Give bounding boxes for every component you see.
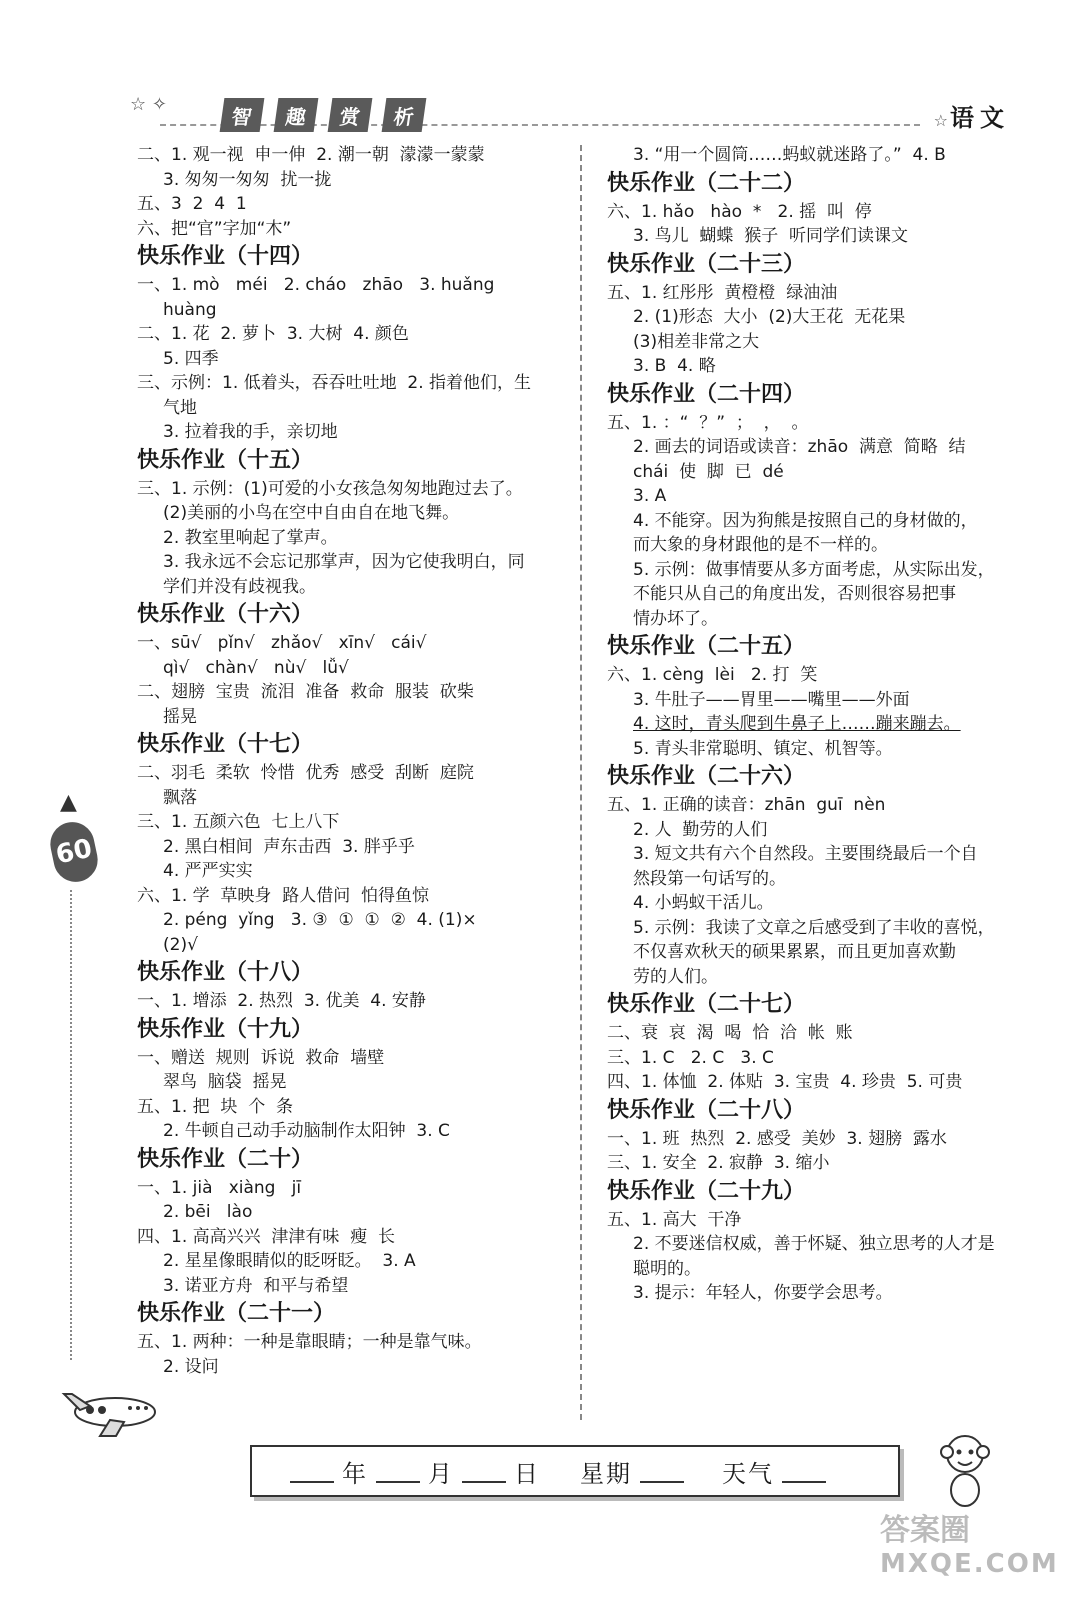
section-heading: 快乐作业（十八） bbox=[137, 960, 314, 985]
weekday-blank[interactable] bbox=[640, 1459, 684, 1483]
answer-line: 气地 bbox=[163, 397, 197, 418]
column-divider bbox=[580, 145, 582, 1420]
section-heading: 快乐作业（二十六） bbox=[607, 764, 806, 789]
answer-line: 4. 小蚂蚁干活儿。 bbox=[633, 893, 774, 913]
answer-line: huàng bbox=[163, 299, 217, 320]
section-heading: 快乐作业（二十二） bbox=[607, 170, 806, 196]
header-tile: 赏 bbox=[328, 98, 373, 132]
answer-line: 不仅喜欢秋天的硕果累累，而且更加喜欢勤 bbox=[633, 942, 956, 962]
section-heading: 快乐作业（十五） bbox=[137, 447, 314, 473]
page-header bbox=[120, 90, 1010, 140]
section-heading: 快乐作业（二十三） bbox=[607, 251, 806, 277]
date-weather-bar bbox=[250, 1445, 900, 1497]
section-heading: 快乐作业（二十五） bbox=[607, 634, 806, 659]
page-number-text: 60 bbox=[53, 833, 95, 871]
answer-line: 四、1. 高高兴兴 津津有味 瘦 长 bbox=[137, 1226, 396, 1247]
answer-line: 聪明的。 bbox=[633, 1258, 701, 1279]
star-icon: ☆ bbox=[933, 111, 948, 130]
section-heading: 快乐作业（二十九） bbox=[607, 1178, 806, 1204]
answer-line: 4. 严严实实 bbox=[163, 861, 253, 881]
answer-line: 3. 鸟儿 蝴蝶 猴子 听同学们读课文 bbox=[633, 226, 909, 246]
answer-line: 5. 示例：做事情要从多方面考虑，从实际出发， bbox=[633, 559, 995, 580]
header-tile: 智 bbox=[220, 98, 265, 132]
answer-line: 3. 拉着我的手，亲切地 bbox=[163, 422, 338, 442]
answer-line: 2. 牛顿自己动手动脑制作太阳钟 3. C bbox=[163, 1121, 450, 1141]
section-heading: 快乐作业（二十一） bbox=[137, 1301, 336, 1326]
subject-label bbox=[934, 98, 1010, 133]
answer-line: 4. 不能穿。因为狗熊是按照自己的身材做的， bbox=[633, 510, 978, 531]
answer-line: 5. 青头非常聪明、镇定、机智等。 bbox=[633, 738, 893, 759]
answer-line: 2. péng yǐng 3. ③ ① ① ② 4. (1)× bbox=[163, 910, 477, 930]
answer-line: 五、1. 两种：一种是靠眼睛；一种是靠气味。 bbox=[137, 1332, 482, 1352]
answer-line: 劳的人们。 bbox=[633, 966, 718, 987]
weather-blank[interactable] bbox=[782, 1459, 826, 1483]
year-blank[interactable] bbox=[290, 1459, 334, 1483]
answer-line: chái 使 脚 已 dé bbox=[633, 461, 784, 482]
answer-line: 3. 提示：年轻人，你要学会思考。 bbox=[633, 1283, 893, 1303]
answer-line: 五、1. 把 块 个 条 bbox=[137, 1096, 294, 1117]
answer-line: 学们并没有歧视我。 bbox=[163, 576, 316, 597]
answer-line: 一、sū√ pǐn√ zhǎo√ xīn√ cái√ bbox=[137, 633, 427, 653]
answer-line: 2. 教室里响起了掌声。 bbox=[163, 527, 338, 548]
answer-line: 翠鸟 脑袋 摇晃 bbox=[163, 1072, 287, 1092]
answer-line: 飘落 bbox=[163, 787, 197, 808]
airplane-icon bbox=[60, 1380, 180, 1440]
section-heading: 快乐作业（二十七） bbox=[607, 992, 806, 1017]
answer-line: 2. 人 勤劳的人们 bbox=[633, 819, 768, 840]
section-heading: 快乐作业（十六） bbox=[137, 602, 314, 627]
answer-line: 而大象的身材跟他的是不一样的。 bbox=[633, 535, 888, 555]
answer-line: 摇晃 bbox=[163, 706, 197, 727]
answer-line: 三、1. 安全 2. 寂静 3. 缩小 bbox=[607, 1153, 830, 1173]
answer-line: 三、1. 五颜六色 七上八下 bbox=[137, 812, 340, 832]
answer-line: 三、1. C 2. C 3. C bbox=[607, 1047, 774, 1068]
answer-line: 5. 示例：我读了文章之后感受到了丰收的喜悦， bbox=[633, 917, 995, 938]
answer-line: 2. 星星像眼睛似的眨呀眨。 3. A bbox=[163, 1251, 416, 1271]
answer-line: 五、1. ：“ ？” ； ， 。 bbox=[607, 412, 809, 433]
right-answer-column bbox=[607, 143, 1027, 1306]
answer-line: 五、3 2 4 1 bbox=[137, 194, 247, 214]
answer-line: 3. “用一个圆筒……蚂蚁就迷路了。” 4. B bbox=[633, 145, 946, 165]
section-heading: 快乐作业（二十四） bbox=[607, 381, 806, 407]
subject-text: 语文 bbox=[950, 104, 1010, 132]
page-number bbox=[46, 818, 102, 886]
answer-line: (2)美丽的小鸟在空中自由自在地飞舞。 bbox=[163, 503, 460, 523]
answer-line: 二、1. 观一视 申一伸 2. 潮一朝 濛濛一蒙蒙 bbox=[137, 145, 485, 165]
answer-line: 3. 我永远不会忘记那掌声，因为它使我明白，同 bbox=[163, 552, 525, 572]
answer-line: 3. 牛肚子——胃里——嘴里——外面 bbox=[633, 689, 910, 710]
answer-line: 五、1. 高大 干净 bbox=[607, 1209, 742, 1230]
answer-line: 六、1. 学 草映身 路人借问 怕得鱼惊 bbox=[137, 885, 430, 906]
answer-line: qì√ chàn√ nù√ lǚ√ bbox=[163, 657, 349, 678]
month-blank[interactable] bbox=[376, 1459, 420, 1483]
year-label: 年 bbox=[342, 1459, 368, 1488]
answer-line: (3)相差非常之大 bbox=[633, 331, 760, 352]
answer-line: 3. 短文共有六个自然段。主要围绕最后一个自 bbox=[633, 844, 978, 864]
section-heading: 快乐作业（二十） bbox=[137, 1146, 314, 1172]
answer-line: 五、1. 正确的读音：zhān guī nèn bbox=[607, 795, 886, 815]
section-heading: 快乐作业（十四） bbox=[137, 244, 314, 269]
weather-label: 天气 bbox=[722, 1459, 774, 1488]
answer-line: 2. 黑白相间 声东击西 3. 胖乎乎 bbox=[163, 836, 415, 857]
star-decoration-icon: ☆ ✧ bbox=[130, 94, 167, 115]
answer-line: 3. 诺亚方舟 和平与希望 bbox=[163, 1275, 349, 1296]
section-heading: 快乐作业（十七） bbox=[137, 732, 314, 757]
answer-line: 2. 设问 bbox=[163, 1356, 219, 1377]
margin-dotted-line bbox=[70, 890, 72, 1360]
answer-line: 2. 画去的词语或读音：zhāo 满意 简略 结 bbox=[633, 437, 966, 457]
answer-line: 一、1. 增添 2. 热烈 3. 优美 4. 安静 bbox=[137, 991, 426, 1011]
answer-line: 六、1. hǎo hào * 2. 摇 叫 停 bbox=[607, 201, 872, 222]
header-tile: 析 bbox=[382, 98, 427, 132]
day-label: 日 bbox=[514, 1459, 540, 1488]
answer-line: 不能只从自己的角度出发，否则很容易把事 bbox=[633, 584, 956, 604]
left-answer-column bbox=[137, 143, 577, 1379]
arrow-up-icon: ▲ bbox=[60, 790, 77, 815]
section-heading: 快乐作业（二十八） bbox=[607, 1097, 806, 1123]
answer-line: 四、1. 体恤 2. 体贴 3. 宝贵 4. 珍贵 5. 可贵 bbox=[607, 1072, 963, 1092]
answer-line: 一、1. mò méi 2. cháo zhāo 3. huǎng bbox=[137, 275, 495, 295]
answer-line: 2. bēi lào bbox=[163, 1202, 253, 1222]
answer-line: (2)√ bbox=[163, 934, 198, 955]
answer-line: 3. 匆匆一匆匆 扰一拢 bbox=[163, 169, 332, 190]
answer-line: 三、示例：1. 低着头，吞吞吐吐地 2. 指着他们，生 bbox=[137, 373, 532, 393]
answer-line: 3. B 4. 略 bbox=[633, 356, 716, 376]
answer-line: 一、赠送 规则 诉说 救命 墙壁 bbox=[137, 1047, 385, 1068]
day-blank[interactable] bbox=[462, 1459, 506, 1483]
answer-line: 六、1. cèng lèi 2. 打 笑 bbox=[607, 665, 818, 685]
weekday-label: 星期 bbox=[580, 1459, 632, 1488]
answer-line: 情办坏了。 bbox=[633, 608, 718, 629]
month-label: 月 bbox=[428, 1459, 454, 1488]
answer-line: 一、1. jià xiàng jī bbox=[137, 1177, 302, 1198]
answer-line: 二、羽毛 柔软 怜惜 优秀 感受 刮断 庭院 bbox=[137, 763, 474, 783]
answer-line: 二、衰 哀 渴 喝 恰 洽 帐 账 bbox=[607, 1023, 853, 1043]
watermark bbox=[880, 1505, 1059, 1579]
watermark-text: 答案圈 bbox=[880, 1513, 970, 1548]
answer-line: 4. 这时，青头爬到牛鼻子上……蹦来蹦去。 bbox=[633, 714, 961, 734]
answer-line: 2. 不要迷信权威，善于怀疑、独立思考的人才是 bbox=[633, 1234, 995, 1254]
monkey-icon bbox=[930, 1430, 1000, 1510]
section-heading: 快乐作业（十九） bbox=[137, 1016, 314, 1042]
header-title-tiles bbox=[222, 98, 424, 132]
answer-line: 然段第一句话写的。 bbox=[633, 868, 786, 889]
answer-line: 二、翅膀 宝贵 流泪 准备 救命 服装 砍柴 bbox=[137, 682, 474, 702]
header-tile: 趣 bbox=[274, 98, 319, 132]
answer-line: 二、1. 花 2. 萝卜 3. 大树 4. 颜色 bbox=[137, 324, 409, 344]
answer-line: 三、1. 示例：(1)可爱的小女孩急匆匆地跑过去了。 bbox=[137, 478, 523, 499]
answer-line: 3. A bbox=[633, 486, 667, 506]
answer-line: 六、把“官”字加“木” bbox=[137, 218, 292, 239]
answer-line: 5. 四季 bbox=[163, 348, 219, 369]
answer-line: 2. (1)形态 大小 (2)大王花 无花果 bbox=[633, 307, 906, 327]
answer-line: 五、1. 红彤彤 黄橙橙 绿油油 bbox=[607, 282, 838, 303]
answer-line: 一、1. 班 热烈 2. 感受 美妙 3. 翅膀 露水 bbox=[607, 1128, 947, 1149]
watermark-url: MXQE.COM bbox=[880, 1549, 1059, 1579]
